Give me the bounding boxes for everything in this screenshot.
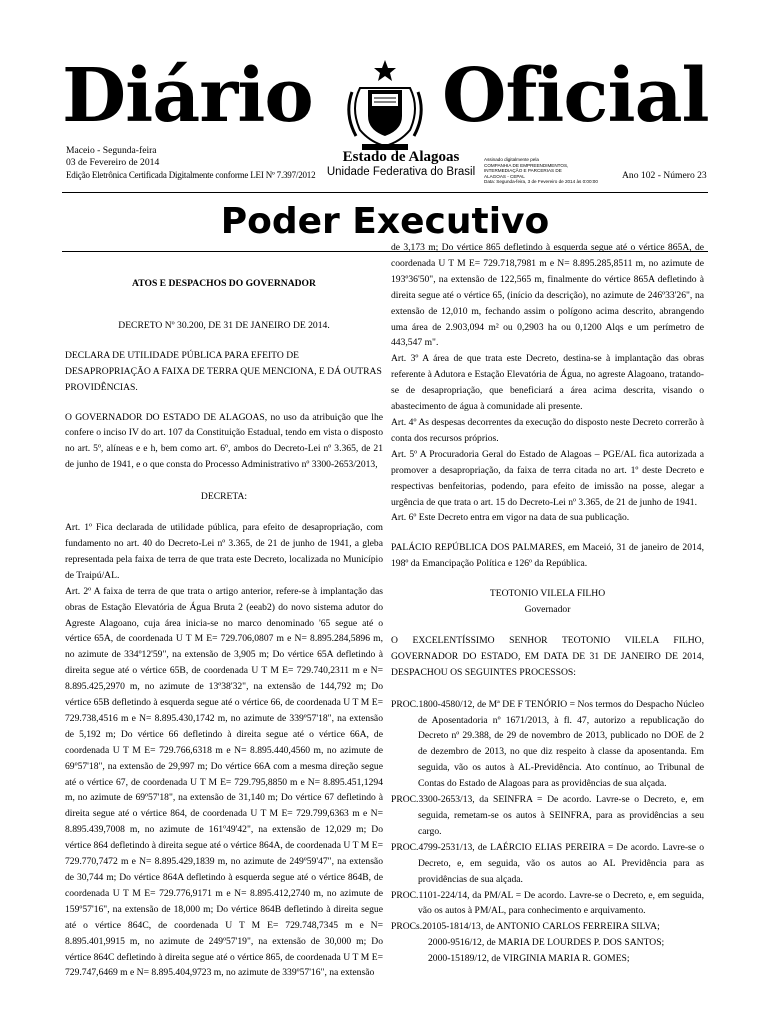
decree-summary: DECLARA DE UTILIDADE PÚBLICA PARA EFEITO DE DESAPROPRIAÇÃO A FAIXA DE TERRA QUE MENCIONA, E DÁ OUTRAS PROVIDÊNCIAS. — [65, 349, 382, 393]
digital-signature — [484, 157, 604, 185]
masthead — [0, 52, 770, 160]
state-name-block — [313, 150, 489, 179]
edition-date: 03 de Fevereiro de 2014 — [66, 157, 160, 168]
process-item: 2000-9516/12, de MARIA DE LOURDES P. DOS SANTOS; — [428, 937, 665, 949]
header-divider — [62, 192, 708, 193]
masthead-title-right: Oficial — [442, 53, 709, 139]
article-5: Art. 5º A Procuradoria Geral do Estado de Alagoas – PGE/AL fica autorizada a promover a desapropriação, da faixa de terra citada no art. 1º deste Decreto e respectivas benfeitorias, podendo, para efeito de imissão na posse, alegar a urgência de que trata o art. 15 do Decreto-Lei nº 3.365, de 21 de junho de 1941. — [391, 448, 704, 508]
article-3: Art. 3º A área de que trata este Decreto, destina-se à implantação das obras referente à Adutora e Estação Elevatória de Água, no agreste Alagoano, tratando-se de desapropriação, que beneficiará a área acima descrita, visando o abastecimento de água à comunidade ali presente. — [391, 353, 704, 413]
process-item: PROC.3300-2653/13, da SEINFRA = De acordo. Lavre-se o Decreto, e, em seguida, remetam-se os autos à SEINFRA, para as providências a seu cargo. — [391, 794, 704, 837]
despacho-intro: O EXCELENTÍSSIMO SENHOR TEOTONIO VILELA FILHO, GOVERNADOR DO ESTADO, EM DATA DE 31 DE JANEIRO DE 2014, DESPACHOU OS SEGUINTES PROCESSOS: — [391, 634, 704, 678]
left-column — [65, 262, 383, 981]
signer-role: Governador — [524, 604, 571, 616]
signature-line: INTERMEDIAÇÃO E PARCERIAS DE — [484, 168, 562, 174]
state-coat-of-arms-icon — [340, 58, 430, 154]
state-name: Estado de Alagoas — [342, 149, 460, 165]
article-6: Art. 6º Este Decreto entra em vigor na data de sua publicação. — [391, 512, 630, 524]
right-column — [391, 240, 704, 967]
decree-decreta: DECRETA: — [200, 491, 248, 503]
section-title: Poder Executivo — [220, 201, 550, 242]
article-2: Art. 2º A faixa de terra de que trata o artigo anterior, refere-se à implantação das obras de Estação Elevatória de Água Bruta 2 (eeab2) do novo sistema adutor do Agreste Alagoano, cuja área inicia-se no marco denominado '65 segue até o vértice 65A, de coordenada U T M E= 729.706,0807 m e N= 8.895.284,5896 m, no azimute de 334º12'59", na extensão de 3,905 m; Do vértice 65A defletindo à direita segue até o vértice 65B, de coordenada U T M E= 729.740,2311 m e N= 8.895.425,2970 m, no azimute de 13º38'32", na extensão de 144,792 m; Do vértice 65B defletindo à esquerda segue até o vértice 66, de coordenada U T M E= 729.738,4516 m e N= 8.895.430,1742 m, no azimute de 339º57'18", na extensão de 5,192 m; Do vértice 66 defletindo à direita segue até o vértice 66A, de coordenada U T M E= 729.766,6318 m e N= 8.895.440,4560 m, no azimute de 69º57'18", na extensão de 29,997 m; Do vértice 66A com a mesma direção segue até o vértice 67, de coordenada U T M E= 729.795,8850 m e N= 8.895.451,1294 m, no azimute de 69º57'18", na extensão de 31,140 m; Do vértice 67 defletindo à direita segue até o vértice 864, de coordenada U T M E= 729.799,6363 m e N= 8.895.439,7008 m, no azimute de 161º49'42", na extensão de 12,029 m; Do vértice 864 defletindo à direita segue até o vértice 864A, de coordenada U T M E= 729.770,7472 m e N= 8.895.429,1839 m, no azimute de 249º59'47", na extensão de 30,744 m; Do vértice 864A defletindo à esquerda segue até o vértice 864B, de coordenada U T M E= 729.776,9171 m e N= 8.895.412,2740 m, no azimute de 159º57'16", na extensão de 18,000 m; Do vértice 864B defletindo à direita segue até o vértice 864C, de coordenada U T M E= 729.748,7345 m e N= 8.895.401,9915 m, no azimute de 249º57'19", na extensão de 30,000 m; Do vértice 864C defletindo à direita segue até o vértice 865, de coordenada U T M E= 729.747,6469 m e N= 8.895.404,9723 m, no azimute de 339º57'16", na extensão — [65, 585, 383, 979]
decree-preamble: O GOVERNADOR DO ESTADO DE ALAGOAS, no uso da atribuição que lhe confere o inciso IV do art. 107 da Constituição Estadual, tendo em vista o disposto no art. 5º, alíneas e e h, bem como art. 6º, ambos do Decreto-Lei nº 3.365, de 21 de junho de 1941, e o que consta do Processo Administrativo nº 3300-2653/2013, — [65, 411, 383, 471]
issue-number: Ano 102 - Número 23 — [622, 170, 707, 181]
signer-name: TEOTONIO VILELA FILHO — [489, 588, 606, 600]
signature-line: ALAGOAS - CEPAL — [484, 173, 525, 179]
signature-line: Data: Segunda-feira, 3 de Fevereiro de 2014 às 0:00:00 — [484, 179, 598, 185]
article-2-continuation: de 3,173 m; Do vértice 865 defletindo à esquerda segue até o vértice 865A, de coordenada U T M E= 729.718,7981 m e N= 8.895.285,8511 m, no azimute de 193º36'50", na extensão de 122,565 m, finalmente do vértice 865A defletindo à direita segue até o vértice 65, (início da descrição), no azimute de 246º33'26", na extensão de 12,010 m, fechando assim o polígono acima descrito, abrangendo uma área de 2.903,094 m² ou 0,2903 ha ou 0,1200 Alqs e um perímetro de 443,547 m". — [391, 242, 704, 349]
section-heading: ATOS E DESPACHOS DO GOVERNADOR — [132, 278, 316, 289]
process-item: PROC.1800-4580/12, de Mª DE F TENÓRIO = Nos termos do Despacho Núcleo de Aposentadoria nº 1671/2013, à fl. 47, autorizo a republicação do Decreto nº 29.388, de 29 de novembro de 2013, publicado no DOE de 2 de dezembro de 2013, no que diz respeito à classe da aposentanda. Em seguida, vão os autos à AL-Previdência. Ato contínuo, ao Tribunal de Contas do Estado de Alagoas para as providências de sua alçada. — [391, 698, 704, 790]
palace-signature-line: PALÁCIO REPÚBLICA DOS PALMARES, em Maceió, 31 de janeiro de 2014, 198º da Emancipação Política e 126º da República. — [391, 542, 704, 570]
process-item: PROC.4799-2531/13, de LAÉRCIO ELIAS PEREIRA = De acordo. Lavre-se o Decreto, e, em seguida, vão os autos ao AL Previdência para as providências de sua alçada. — [391, 841, 704, 885]
city-weekday: Maceio - Segunda-feira — [66, 145, 157, 156]
edition-info — [66, 145, 315, 181]
decree-number: DECRETO Nº 30.200, DE 31 DE JANEIRO DE 2014. — [118, 319, 330, 331]
article-1: Art. 1º Fica declarada de utilidade pública, para efeito de desapropriação, com fundamento no art. 40 do Decreto-Lei nº 3.365, de 21 de junho de 1941, a gleba representada pela faixa de terra de que trata este Decreto, localizada no Município de Traipú/AL. — [65, 522, 383, 581]
process-item: 2000-15189/12, de VIRGINIA MARIA R. GOMES; — [428, 953, 630, 965]
edition-note: Edição Eletrônica Certificada Digitalmente conforme LEI Nº 7.397/2012 — [66, 170, 316, 180]
masthead-title-left: Diário — [62, 53, 313, 139]
signature-line: COMPANHIA DE EMPREENDIMENTOS, — [484, 162, 569, 168]
signature-line: Assinado digitalmente pela — [484, 157, 539, 162]
process-item: PROCs.20105-1814/13, de ANTONIO CARLOS FERREIRA SILVA; — [391, 921, 660, 933]
federative-unit: Unidade Federativa do Brasil — [326, 166, 476, 178]
article-4: Art. 4º As despesas decorrentes da execução do disposto neste Decreto correrão à conta dos recursos próprios. — [391, 416, 704, 444]
process-item: PROC.1101-224/14, da PM/AL = De acordo. Lavre-se o Decreto, e, em seguida, vão os autos à PM/AL, para conhecimento e arquivamento. — [391, 889, 704, 917]
